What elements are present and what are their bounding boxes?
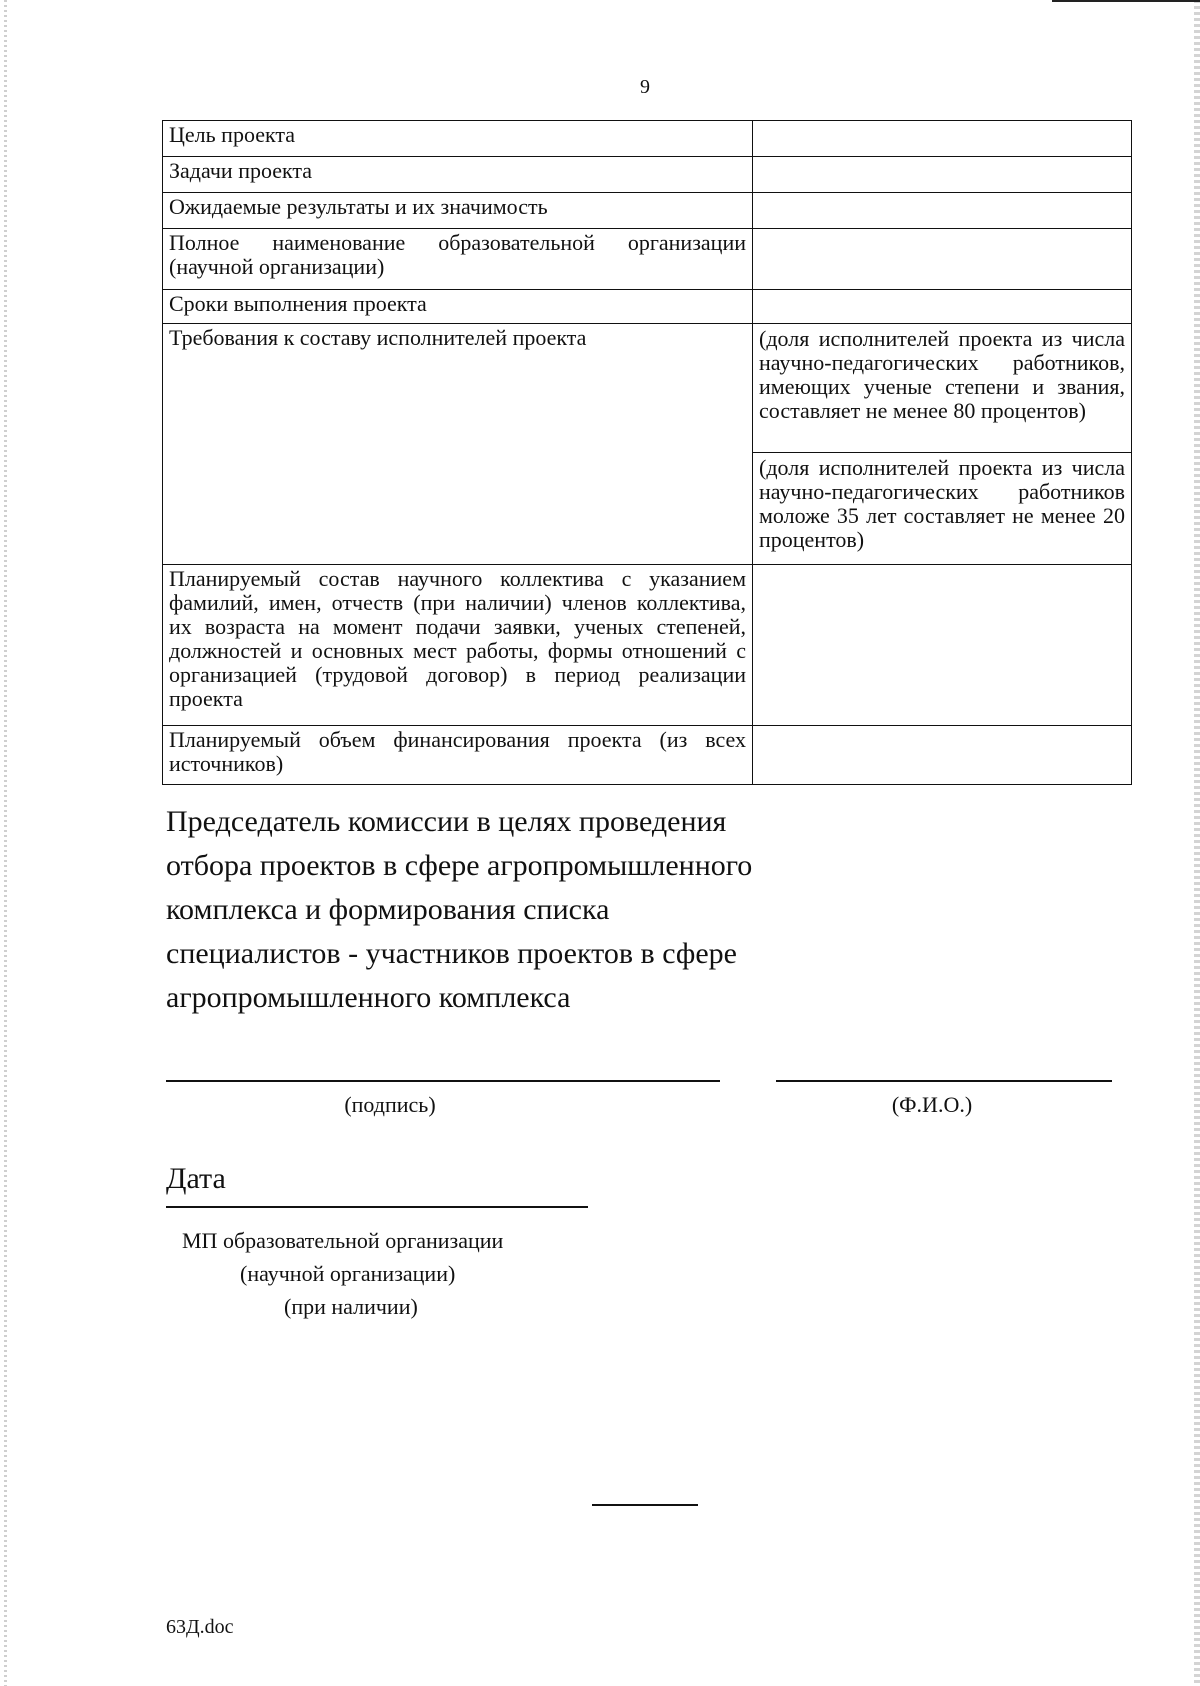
row-value-organization xyxy=(753,229,1132,290)
row-value-results xyxy=(753,193,1132,229)
chair-line: Председатель комиссии в целях проведения xyxy=(166,805,727,838)
row-label-tasks: Задачи проекта xyxy=(163,157,753,193)
table-row xyxy=(163,121,1132,157)
table-row xyxy=(163,324,1132,453)
stamp-line: (при наличии) xyxy=(284,1294,418,1319)
file-name: 63Д.doc xyxy=(166,1616,234,1638)
row-label-team: Планируемый состав научного коллектива с указанием фамилий, имен, отчеств (при наличии) членов коллектива, их возраста на момент подачи заявки, ученых степеней, должностей и основных мест работы, формы отношений с организацией (трудовой договор) в период реализации проекта xyxy=(163,565,753,726)
chair-line: агропромышленного комплекса xyxy=(166,981,571,1014)
signature-line xyxy=(166,1080,720,1082)
name-caption: (Ф.И.О.) xyxy=(891,1092,973,1117)
row-value-requirement-degrees: (доля исполнителей проекта из числа научно-педагогических работников, имеющих ученые степени и звания, составляет не менее 80 процентов) xyxy=(753,324,1132,453)
row-label-organization: Полное наименование образовательной организации (научной организации) xyxy=(163,229,753,290)
row-value-financing xyxy=(753,726,1132,785)
date-line xyxy=(166,1206,588,1208)
table-row xyxy=(163,229,1132,290)
commission-chair-title xyxy=(166,800,806,1020)
table-row xyxy=(163,157,1132,193)
row-label-requirements: Требования к составу исполнителей проекта xyxy=(163,324,753,565)
page-number: 9 xyxy=(640,76,650,98)
row-label-financing: Планируемый объем финансирования проекта (из всех источников) xyxy=(163,726,753,785)
signature-caption: (подпись) xyxy=(344,1092,436,1117)
table-row xyxy=(163,193,1132,229)
chair-line: комплекса и формирования списка xyxy=(166,893,610,926)
chair-line: специалистов - участников проектов в сфере xyxy=(166,937,737,970)
stamp-line: МП образовательной организации xyxy=(182,1228,504,1253)
row-value-term xyxy=(753,290,1132,324)
row-value-goal xyxy=(753,121,1132,157)
project-info-table xyxy=(162,120,1132,785)
row-label-term: Сроки выполнения проекта xyxy=(163,290,753,324)
scan-edge-left xyxy=(4,0,7,1686)
stamp-line: (научной организации) xyxy=(240,1261,456,1286)
table-row xyxy=(163,290,1132,324)
scan-corner-line xyxy=(1052,0,1200,2)
row-value-team xyxy=(753,565,1132,726)
chair-line: отбора проектов в сфере агропромышленного xyxy=(166,849,753,882)
scan-edge-right xyxy=(1194,0,1200,1686)
table-row xyxy=(163,726,1132,785)
date-label: Дата xyxy=(166,1162,226,1195)
table-row xyxy=(163,565,1132,726)
row-label-goal: Цель проекта xyxy=(163,121,753,157)
end-rule xyxy=(592,1504,698,1506)
row-value-requirement-young: (доля исполнителей проекта из числа научно-педагогических работников моложе 35 лет составляет не менее 20 процентов) xyxy=(753,453,1132,565)
row-label-results: Ожидаемые результаты и их значимость xyxy=(163,193,753,229)
stamp-place xyxy=(166,1224,546,1323)
name-line xyxy=(776,1080,1112,1082)
row-value-tasks xyxy=(753,157,1132,193)
